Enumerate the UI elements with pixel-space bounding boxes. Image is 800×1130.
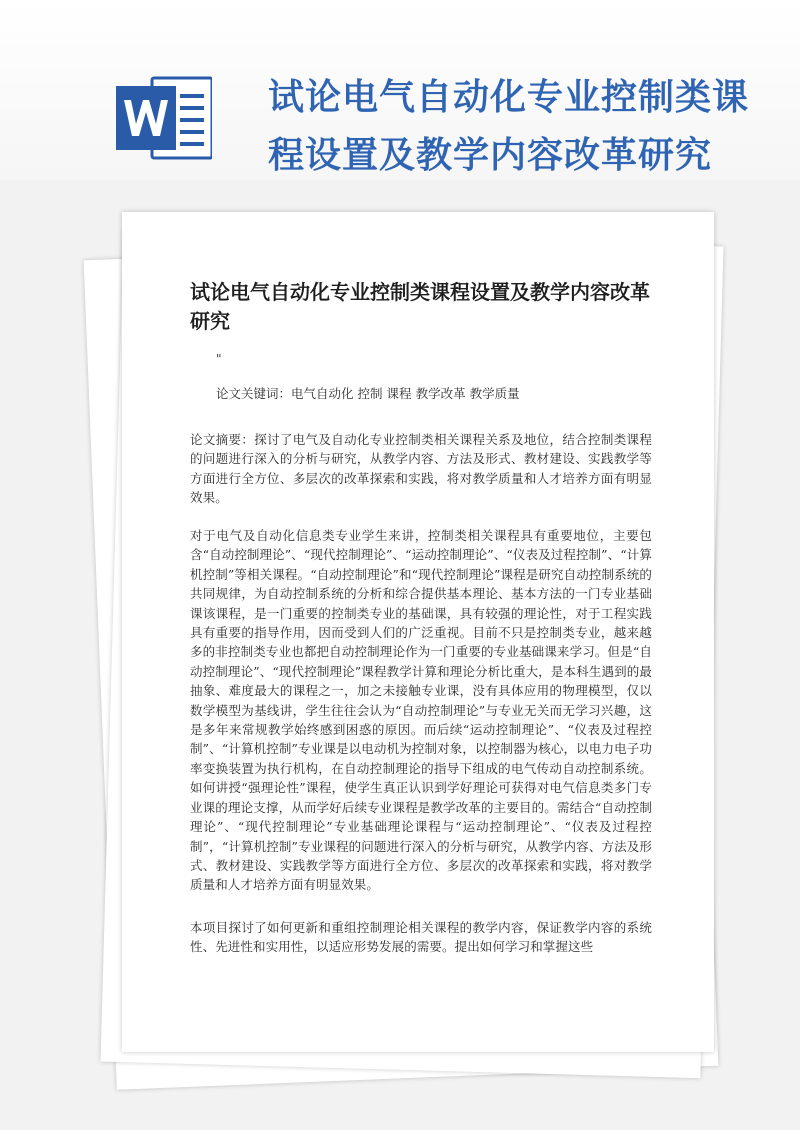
keywords-label: 论文关键词： — [216, 386, 292, 401]
header-title: 试论电气自动化专业控制类课程设置及教学内容改革研究 — [268, 76, 750, 176]
abstract-paragraph: 论文摘要：探讨了电气及自动化专业控制类相关课程关系及地位，结合控制类课程的问题进行深入的分析与研究，从教学内容、方法及形式、教材建设、实践教学等方面进行全方位、多层次的改革探索和实践，将对教学质量和人才培养方面有明显效果。 — [190, 432, 652, 506]
keyword: 教学改革 — [415, 386, 466, 401]
document-page — [122, 212, 714, 1052]
keyword: 电气自动化 — [291, 386, 354, 401]
keyword: 课程 — [386, 386, 412, 401]
keyword: 控制 — [357, 386, 383, 401]
body-paragraph-continued: 本项目探讨了如何更新和重组控制理论相关课程的教学内容，保证教学内容的系统性、先进性和实用性，以适应形势发展的需要。提出如何学习和掌握这些 — [190, 920, 652, 955]
keyword: 教学质量 — [469, 386, 520, 401]
word-document-icon — [112, 72, 212, 164]
quote-mark: " — [216, 352, 222, 366]
document-title: 试论电气自动化专业控制类课程设置及教学内容改革研究 — [190, 280, 650, 333]
keywords-line — [216, 384, 524, 402]
body-paragraph: 对于电气及自动化信息类专业学生来讲，控制类相关课程具有重要地位，主要包含“自动控制理论”、“现代控制理论”、“运动控制理论”、“仪表及过程控制”、“计算机控制”等相关课程。“自动控制理论”和“现代控制理论”课程是研究自动控制系统的共同规律，为自动控制系统的分析和综合提供基本理论、基本方法的一门专业基础课该课程，是一门重要的控制类专业的基础课，具有较强的理论性，对于工程实践具有重要的指导作用，因而受到人们的广泛重视。目前不只是控制类专业，越来越多的非控制类专业也都把自动控制理论作为一门重要的专业基础课来学习。但是“自动控制理论”、“现代控制理论”课程教学计算和理论分析比重大，是本科生遇到的最抽象、难度最大的课程之一，加之未接触专业课，没有具体应用的物理模型，仅以数学模型为基线讲，学生往往会认为“自动控制理论”与专业无关而无学习兴趣，这是多年来常规教学始终感到困惑的原因。而后续“运动控制理论”、“仪表及过程控制”、“计算机控制”专业课是以电动机为控制对象，以控制器为核心，以电力电子功率变换装置为执行机构，在自动控制理论的指导下组成的电气传动自动控制系统。如何讲授“强理论性”课程，使学生真正认识到学好理论可获得对电气信息类多门专业课的理论支撑，从而学好后续专业课程是教学改革的主要目的。需结合“自动控制理论”、“现代控制理论”专业基础理论课程与“运动控制理论”、“仪表及过程控制”，“计算机控制”专业课程的问题进行深入的分析与研究，从教学内容、方法及形式、教材建设、实践教学等方面进行全方位、多层次的改革探索和实践，将对教学质量和人才培养方面有明显效果。 — [190, 528, 652, 893]
